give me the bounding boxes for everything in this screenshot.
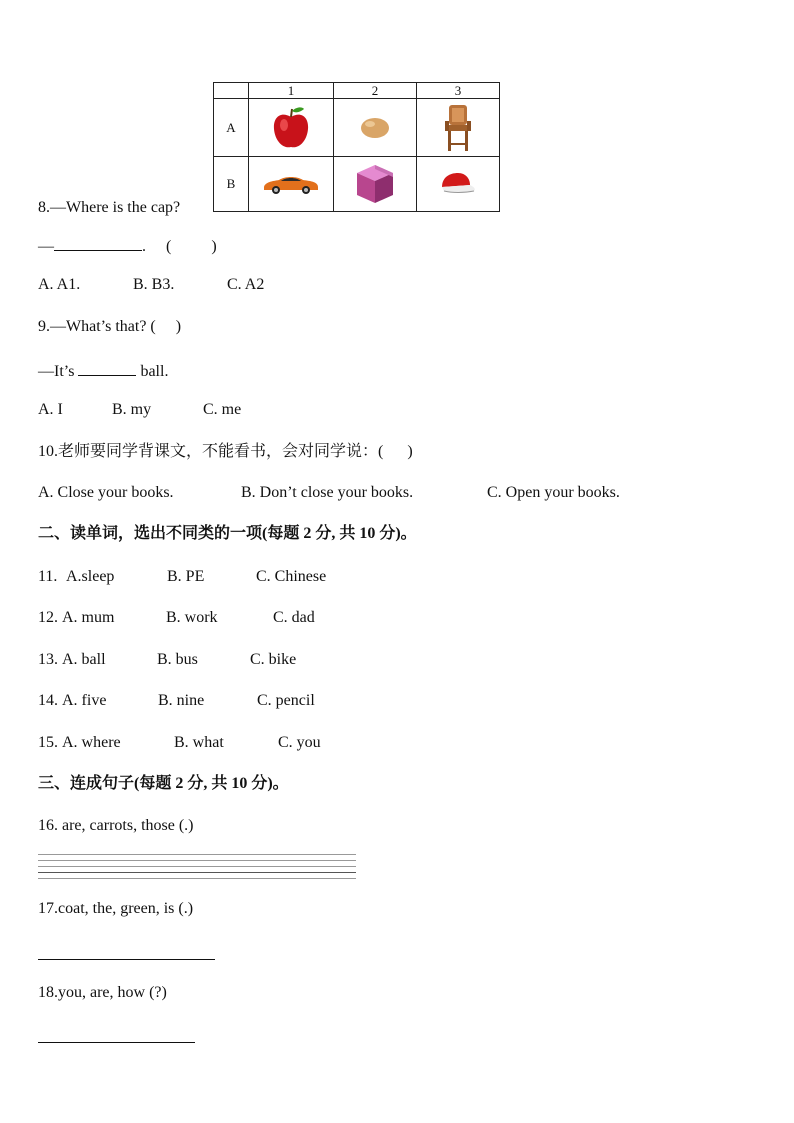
grid-col-header: 2: [334, 83, 417, 99]
q13-option: B. bus: [157, 651, 198, 668]
grid-col-header: 1: [249, 83, 334, 99]
q8-answer-suffix: .: [142, 238, 146, 255]
q9-answer-suffix: ball.: [140, 363, 169, 380]
egg-icon: [359, 116, 391, 140]
q11-number: 11.: [38, 568, 62, 585]
grid-col-header: 3: [417, 83, 500, 99]
grid-cell-a1: [249, 99, 334, 157]
writing-line: [38, 860, 356, 861]
grid-cell-a3: [417, 99, 500, 157]
q17-answer-line[interactable]: [38, 959, 215, 960]
q9-question: 9.—What’s that? ( ): [38, 318, 182, 335]
grid-cell-b3: [417, 157, 500, 212]
q9-answer-blank[interactable]: [78, 359, 136, 376]
q13-option: A. ball: [62, 651, 106, 668]
q15-option: C. you: [278, 734, 321, 751]
grid-cell-b2: [334, 157, 417, 212]
q9-option: C. me: [203, 401, 242, 418]
writing-line: [38, 854, 356, 855]
q17-prompt: 17.coat, the, green, is (.): [38, 900, 194, 917]
q12-option: A. mum: [62, 609, 115, 626]
q10-option: B. Don’t close your books.: [241, 484, 414, 501]
grid-cell-a2: [334, 99, 417, 157]
car-icon: [261, 173, 321, 195]
q12-option: B. work: [166, 609, 218, 626]
section2-title: 二、读单词，选出不同类的一项(每题 2 分, 共 10 分)。: [38, 525, 417, 542]
grid-corner: [214, 83, 249, 99]
writing-line: [38, 872, 356, 873]
cap-icon: [438, 171, 478, 197]
grid-row-header: B: [214, 157, 249, 212]
q11-option: B. PE: [167, 568, 205, 585]
q9-answer-line: [38, 359, 168, 382]
q12-number: 12.: [38, 609, 58, 626]
q14-option: A. five: [62, 692, 107, 709]
q14-option: B. nine: [158, 692, 205, 709]
q16-prompt: 16. are, carrots, those (.): [38, 817, 194, 834]
grid-cell-b1: [249, 157, 334, 212]
q8-option: B. B3.: [133, 276, 175, 293]
writing-line: [38, 866, 356, 867]
q9-answer-prefix: —It’s: [38, 363, 75, 380]
q8-answer-line: [38, 234, 217, 257]
q11-option: A.sleep: [66, 568, 115, 585]
q18-prompt: 18.you, are, how (?): [38, 984, 167, 1001]
apple-icon: [271, 105, 311, 151]
q14-option: C. pencil: [257, 692, 315, 709]
q13-number: 13.: [38, 651, 58, 668]
q15-option: A. where: [62, 734, 121, 751]
q11-option: C. Chinese: [256, 568, 327, 585]
gift-box-icon: [355, 163, 395, 205]
chair-icon: [443, 103, 473, 153]
q18-answer-line[interactable]: [38, 1042, 195, 1043]
q8-question: 8.—Where is the cap?: [38, 199, 181, 216]
picture-grid: [213, 82, 500, 212]
q9-option: A. I: [38, 401, 63, 418]
q8-answer-blank[interactable]: [54, 234, 142, 251]
q8-answer-prefix: —: [38, 238, 54, 255]
writing-line: [38, 878, 356, 879]
q15-option: B. what: [174, 734, 224, 751]
q9-option: B. my: [112, 401, 152, 418]
q10-option: C. Open your books.: [487, 484, 620, 501]
q10-option: A. Close your books.: [38, 484, 174, 501]
q13-option: C. bike: [250, 651, 297, 668]
q15-number: 15.: [38, 734, 58, 751]
q8-option: C. A2: [227, 276, 265, 293]
grid-row-header: A: [214, 99, 249, 157]
q8-option: A. A1.: [38, 276, 81, 293]
section3-title: 三、连成句子(每题 2 分, 共 10 分)。: [38, 775, 289, 792]
q10-question: 10.老师要同学背课文，不能看书，会对同学说：( ): [38, 443, 413, 460]
q8-answer-paren: ( ): [166, 238, 217, 255]
q14-number: 14.: [38, 692, 58, 709]
q12-option: C. dad: [273, 609, 315, 626]
